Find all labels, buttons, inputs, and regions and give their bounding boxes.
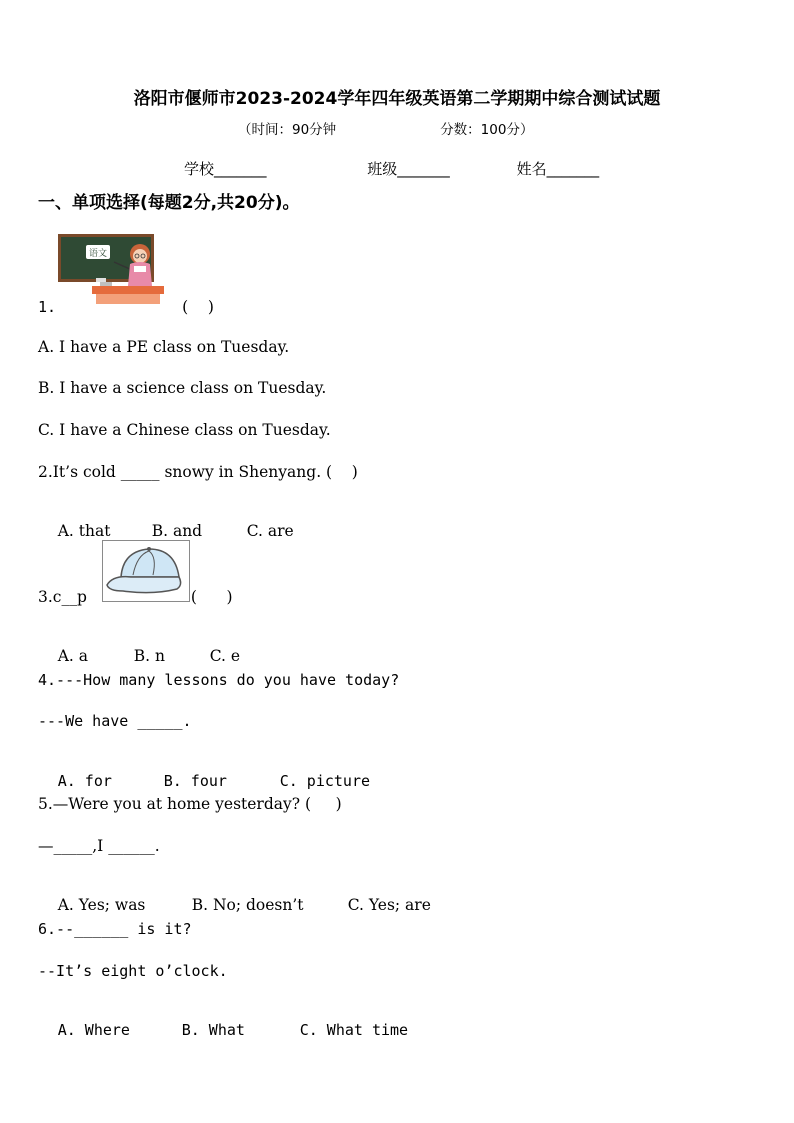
q3-stem-line: [38, 588, 233, 606]
q5-stem: 5.—Were you at home yesterday? ( ): [38, 795, 342, 813]
exam-score: 分数：100分）: [440, 122, 534, 138]
q6-option-c[interactable]: C. What time: [299, 1021, 409, 1039]
q1-option-a[interactable]: A. I have a PE class on Tuesday.: [38, 338, 290, 356]
q6-options: [38, 1003, 408, 1057]
q1-option-c[interactable]: C. I have a Chinese class on Tuesday.: [38, 421, 331, 439]
class-field[interactable]: 班级_______: [367, 160, 450, 178]
q3-answer-paren[interactable]: ( ): [190, 588, 233, 606]
section-heading: 一、单项选择(每题2分,共20分)。: [38, 193, 300, 213]
q6-stem: 6.--______ is it?: [38, 920, 192, 938]
q4-option-b[interactable]: B. four: [163, 772, 227, 790]
q6-option-b[interactable]: B. What: [181, 1021, 245, 1039]
q2-stem: 2.It’s cold _____ snowy in Shenyang. ( ): [38, 463, 358, 481]
q2-option-a[interactable]: A. that: [57, 522, 111, 540]
exam-title: 洛阳市偃师市2023-2024学年四年级英语第二学期期中综合测试试题: [133, 89, 661, 109]
q1-answer-paren[interactable]: ( ): [182, 298, 214, 316]
name-field[interactable]: 姓名_______: [516, 160, 600, 178]
q5-option-c[interactable]: C. Yes; are: [347, 896, 431, 914]
q4-option-a[interactable]: A. for: [57, 772, 112, 790]
school-field[interactable]: 学校_______: [184, 160, 267, 178]
q2-option-b[interactable]: B. and: [151, 522, 203, 540]
q3-option-b[interactable]: B. n: [133, 647, 165, 665]
q1-stem: [38, 298, 214, 316]
q3-option-a[interactable]: A. a: [57, 647, 89, 665]
q5-option-b[interactable]: B. No; doesn’t: [191, 896, 304, 914]
q4-option-c[interactable]: C. picture: [279, 772, 371, 790]
exam-meta: [238, 118, 533, 138]
student-info-row: [184, 158, 599, 179]
q3-option-c[interactable]: C. e: [209, 647, 241, 665]
q1-number: 1.: [38, 298, 57, 316]
board-label: 语文: [88, 249, 108, 259]
exam-time: （时间：90分钟: [238, 122, 337, 138]
teacher-blackboard-image: [56, 232, 168, 308]
q1-option-b[interactable]: B. I have a science class on Tuesday.: [38, 379, 327, 397]
q5-option-a[interactable]: A. Yes; was: [57, 896, 146, 914]
q4-stem: 4.---How many lessons do you have today?: [38, 671, 400, 689]
q2-option-c[interactable]: C. are: [246, 522, 294, 540]
q5-answer: —_____,I ______.: [38, 837, 160, 855]
q6-option-a[interactable]: A. Where: [57, 1021, 130, 1039]
q3-stem: 3.c__p: [38, 588, 87, 606]
q6-answer: --It’s eight o’clock.: [38, 962, 228, 980]
q4-answer: ---We have _____.: [38, 712, 192, 730]
